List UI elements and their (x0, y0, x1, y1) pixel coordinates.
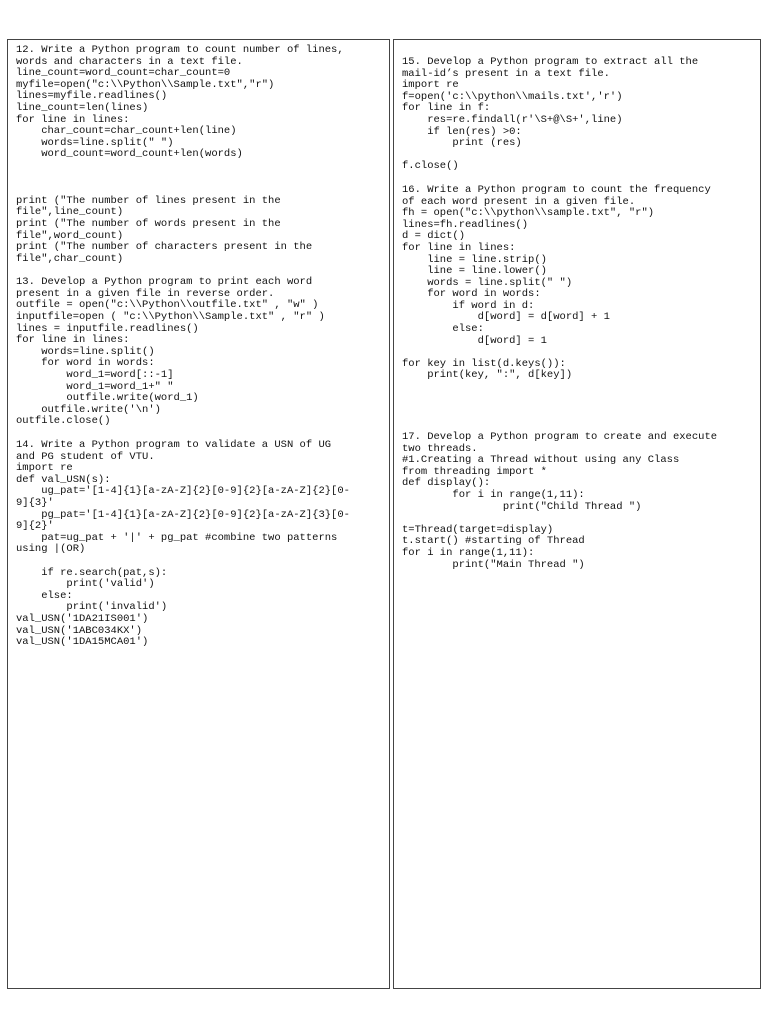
code-line: outfile.write(word_1) (16, 392, 199, 405)
question-heading-line: 13. Develop a Python program to print each word (16, 276, 313, 289)
code-line: t.start() #starting of Thread (402, 535, 585, 548)
right-column-panel (393, 39, 761, 989)
code-line: word_1=word_1+" " (16, 380, 174, 393)
code-line: lines=fh.readlines() (402, 218, 529, 231)
code-line: line_count=word_count=char_count=0 (16, 67, 231, 80)
code-line: def val_USN(s): (16, 473, 111, 486)
code-line: from threading import * (402, 465, 547, 478)
section-q14 (16, 440, 383, 649)
code-line (16, 184, 383, 196)
code-line: file",char_count) (16, 252, 124, 265)
code-line: fh = open("c:\\python\\sample.txt", "r") (402, 207, 655, 220)
code-line: outfile.close() (16, 415, 111, 428)
code-line: pat=ug_pat + '|' + pg_pat #combine two patterns (16, 531, 338, 544)
code-line: f.close() (402, 160, 459, 173)
code-line: t=Thread(target=display) (402, 523, 554, 536)
code-line: words = line.split(" ") (402, 276, 573, 289)
code-line: two threads. (402, 442, 478, 455)
code-line: for line in lines: (402, 241, 516, 254)
code-line: print ("The number of words present in the (16, 217, 281, 230)
code-line: res=re.findall(r'\S+@\S+',line) (402, 113, 623, 126)
code-line: if re.search(pat,s): (16, 566, 168, 579)
code-line: words and characters in a text file. (16, 55, 243, 68)
question-heading-line: 17. Develop a Python program to create and execute (402, 431, 718, 444)
code-line: else: (402, 323, 484, 336)
code-line: val_USN('1DA15MCA01') (16, 636, 149, 649)
code-line: f=open('c:\\python\\mails.txt','r') (402, 90, 623, 103)
code-line: lines=myfile.readlines() (16, 90, 168, 103)
code-line: def display(): (402, 477, 491, 490)
section-q12 (16, 45, 383, 265)
code-line: and PG student of VTU. (16, 450, 155, 463)
code-line: d[word] = d[word] + 1 (402, 311, 610, 324)
code-line: d[word] = 1 (402, 334, 547, 347)
question-heading-line: 12. Write a Python program to count number of lines, (16, 44, 344, 56)
code-line: if len(res) >0: (402, 125, 522, 138)
code-line: val_USN('1ABC034KX') (16, 624, 143, 637)
code-line: for word in words: (16, 357, 155, 370)
code-line: val_USN('1DA21IS001') (16, 612, 149, 625)
question-heading-line: 14. Write a Python program to validate a USN of UG (16, 439, 332, 451)
code-line: print (res) (402, 137, 522, 150)
code-line: else: (16, 589, 73, 602)
code-line (16, 556, 383, 568)
code-line: for line in f: (402, 102, 491, 115)
section-q17 (402, 432, 754, 571)
code-line: line_count=len(lines) (16, 101, 149, 114)
code-line: print('valid') (16, 578, 155, 591)
code-line: for line in lines: (16, 113, 130, 126)
code-line: outfile = open("c:\\Python\\outfile.txt" , "w" ) (16, 299, 319, 312)
code-line: present in a given file in reverse order. (16, 287, 275, 300)
code-line: file",line_count) (16, 206, 124, 219)
code-line: for i in range(1,11): (402, 489, 585, 501)
code-line: inputfile=open ( "c:\\Python\\Sample.txt" , "r" ) (16, 311, 325, 324)
code-line: outfile.write('\n') (16, 403, 161, 416)
code-line: import re (402, 79, 459, 92)
code-line: 9]{2}' (16, 520, 54, 533)
code-line: lines = inputfile.readlines() (16, 322, 199, 335)
code-line: ug_pat='[1-4]{1}[a-zA-Z]{2}[0-9]{2}[a-zA-Z]{2}[0- (16, 485, 350, 498)
code-line: 9]{3}' (16, 496, 54, 509)
code-line: print ("The number of lines present in the (16, 194, 281, 207)
code-line: for word in words: (402, 288, 541, 301)
code-line: print ("The number of characters present in the (16, 241, 313, 254)
section-q13 (16, 277, 383, 428)
code-line (16, 173, 383, 185)
code-line: mail-id’s present in a text file. (402, 67, 610, 80)
code-line: line = line.lower() (402, 265, 547, 278)
code-line: d = dict() (402, 230, 466, 243)
code-line: file",word_count) (16, 229, 124, 242)
section-q16 (402, 185, 754, 382)
code-line: word_count=word_count+len(words) (16, 148, 243, 161)
question-heading-line: 16. Write a Python program to count the frequency (402, 183, 711, 196)
code-line: #1.Creating a Thread without using any Class (402, 454, 680, 467)
code-line: for i in range(1,11): (402, 546, 535, 559)
code-line: char_count=char_count+len(line) (16, 125, 237, 138)
code-line: of each word present in a given file. (402, 195, 636, 208)
left-column-panel (7, 39, 390, 989)
question-heading-line: 15. Develop a Python program to extract all the (402, 56, 699, 68)
code-line: using |(OR) (16, 543, 86, 556)
code-line: words=line.split() (16, 345, 155, 358)
code-line (16, 161, 383, 173)
code-line: word_1=word[::-1] (16, 369, 174, 382)
code-line: import re (16, 462, 73, 475)
section-q15 (402, 57, 754, 173)
code-line: line = line.strip() (402, 253, 547, 266)
code-line: print(key, ":", d[key]) (402, 369, 573, 382)
code-line: for key in list(d.keys()): (402, 357, 566, 370)
code-line: if word in d: (402, 299, 535, 312)
code-line: for line in lines: (16, 334, 130, 347)
code-line: myfile=open("c:\\Python\\Sample.txt","r") (16, 78, 275, 91)
code-line: pg_pat='[1-4]{1}[a-zA-Z]{2}[0-9]{2}[a-zA-Z]{3}[0- (16, 508, 350, 521)
code-line: words=line.split(" ") (16, 136, 174, 149)
code-line: print('invalid') (16, 601, 168, 614)
code-line: print("Main Thread ") (402, 558, 585, 571)
code-line: print("Child Thread ") (402, 500, 642, 513)
